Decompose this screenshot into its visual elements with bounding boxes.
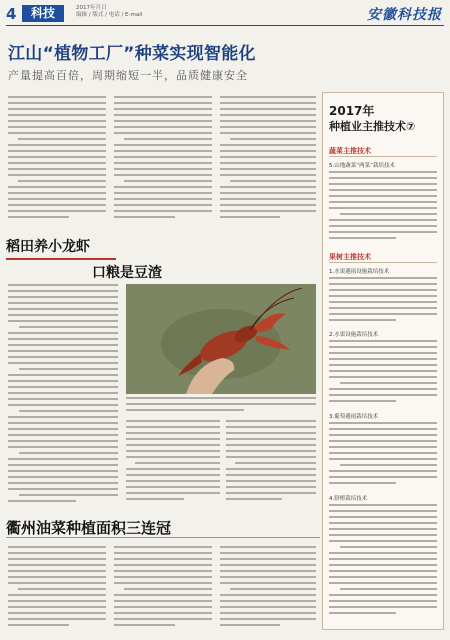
text-line: [340, 382, 437, 384]
sidebar-text-block: [329, 171, 437, 243]
text-line: [230, 138, 316, 140]
page-number: 4: [6, 5, 17, 23]
text-line: [329, 171, 437, 173]
text-line: [329, 207, 437, 209]
text-line: [220, 156, 316, 158]
text-line: [8, 290, 118, 292]
text-line: [329, 237, 396, 239]
text-line: [340, 588, 437, 590]
text-line: [329, 277, 437, 279]
text-line: [220, 162, 316, 164]
text-line: [226, 468, 316, 470]
text-line: [329, 510, 437, 512]
text-line: [220, 216, 280, 218]
text-line: [329, 606, 437, 608]
text-line: [114, 558, 212, 560]
text-line: [329, 504, 437, 506]
feature1-col-2: [126, 420, 220, 506]
text-line: [329, 528, 437, 530]
text-line: [8, 488, 118, 490]
text-line: [8, 174, 106, 176]
text-line: [114, 204, 212, 206]
text-line: [329, 440, 437, 442]
text-line: [220, 120, 316, 122]
text-line: [8, 570, 106, 572]
text-line: [126, 480, 220, 482]
text-line: [329, 364, 437, 366]
text-line: [8, 434, 118, 436]
text-line: [8, 564, 106, 566]
text-line: [8, 582, 106, 584]
text-line: [114, 174, 212, 176]
text-line: [8, 606, 106, 608]
text-line: [8, 446, 118, 448]
text-line: [329, 470, 437, 472]
issue-date: 2017年月日: [76, 5, 107, 11]
text-line: [220, 204, 316, 206]
text-line: [329, 289, 437, 291]
sidebar-text-block: [329, 422, 437, 488]
text-line: [329, 594, 437, 596]
text-line: [114, 126, 212, 128]
text-line: [126, 444, 220, 446]
text-line: [8, 470, 118, 472]
text-line: [329, 283, 437, 285]
text-line: [329, 225, 437, 227]
text-line: [329, 295, 437, 297]
text-line: [8, 552, 106, 554]
text-line: [8, 132, 106, 134]
text-line: [126, 492, 220, 494]
text-line: [114, 216, 175, 218]
text-line: [8, 126, 106, 128]
text-line: [114, 168, 212, 170]
text-line: [329, 452, 437, 454]
text-line: [220, 150, 316, 152]
text-line: [114, 612, 212, 614]
text-line: [220, 210, 316, 212]
text-line: [8, 168, 106, 170]
text-line: [8, 422, 118, 424]
sidebar-year: 2017年: [329, 104, 375, 118]
text-line: [8, 618, 106, 620]
text-line: [8, 464, 118, 466]
issue-info: [76, 5, 306, 18]
text-line: [8, 482, 118, 484]
text-line: [8, 500, 76, 502]
feature2-col-2: [114, 546, 212, 632]
crayfish-photo: [126, 284, 316, 394]
text-line: [8, 210, 106, 212]
text-line: [329, 552, 437, 554]
text-line: [114, 198, 212, 200]
sidebar-item: 1.水果避雨设施栽培技术: [329, 269, 390, 275]
text-line: [114, 108, 212, 110]
text-line: [8, 546, 106, 548]
text-line: [220, 618, 316, 620]
text-line: [8, 374, 118, 376]
text-line: [126, 474, 220, 476]
text-line: [226, 426, 316, 428]
feature-headline-line-1: 稻田养小龙虾: [6, 239, 90, 255]
text-line: [8, 476, 118, 478]
text-line: [8, 296, 118, 298]
text-line: [8, 108, 106, 110]
photo-caption: [126, 397, 316, 415]
text-line: [8, 150, 106, 152]
sidebar-text-block: [329, 340, 437, 406]
text-line: [329, 231, 437, 233]
text-line: [8, 558, 106, 560]
text-line: [8, 416, 118, 418]
text-line: [329, 600, 437, 602]
crayfish-illustration: [126, 284, 316, 394]
text-line: [220, 600, 316, 602]
text-line: [114, 156, 212, 158]
text-line: [8, 458, 118, 460]
text-line: [329, 352, 437, 354]
feature2-col-3: [220, 546, 316, 632]
text-line: [8, 440, 118, 442]
text-line: [135, 462, 220, 464]
text-line: [329, 516, 437, 518]
text-line: [114, 564, 212, 566]
text-line: [124, 180, 212, 182]
text-line: [226, 492, 316, 494]
text-line: [8, 404, 118, 406]
text-line: [126, 450, 220, 452]
text-line: [220, 168, 316, 170]
text-line: [114, 618, 212, 620]
text-line: [329, 201, 437, 203]
text-line: [8, 144, 106, 146]
text-line: [114, 102, 212, 104]
text-line: [18, 180, 106, 182]
text-line: [8, 392, 118, 394]
text-line: [126, 403, 316, 405]
text-line: [226, 444, 316, 446]
text-line: [329, 612, 396, 614]
text-line: [220, 144, 316, 146]
feature2-headline: 衢州油菜种植面积三连冠: [6, 519, 172, 537]
issue-editor: 编辑 / 版式 / 电话 / E-mail: [76, 11, 143, 18]
text-line: [329, 376, 437, 378]
sidebar-item: 4.脐橙栽培技术: [329, 496, 368, 502]
text-line: [220, 102, 316, 104]
text-line: [126, 397, 316, 399]
text-line: [329, 183, 437, 185]
text-line: [220, 132, 316, 134]
text-line: [8, 314, 118, 316]
text-line: [220, 594, 316, 596]
text-line: [126, 438, 220, 440]
text-line: [114, 150, 212, 152]
text-line: [220, 564, 316, 566]
text-line: [8, 96, 106, 98]
text-line: [126, 432, 220, 434]
text-line: [220, 558, 316, 560]
text-line: [18, 588, 106, 590]
text-line: [114, 114, 212, 116]
text-line: [8, 120, 106, 122]
text-line: [220, 126, 316, 128]
text-line: [8, 576, 106, 578]
text-line: [8, 344, 118, 346]
text-line: [220, 96, 316, 98]
text-line: [226, 480, 316, 482]
text-line: [329, 434, 437, 436]
text-line: [19, 452, 118, 454]
text-line: [114, 624, 175, 626]
text-line: [19, 410, 118, 412]
text-line: [226, 456, 316, 458]
text-line: [124, 138, 212, 140]
masthead: 安徽科技报: [367, 7, 442, 23]
text-line: [220, 198, 316, 200]
text-line: [329, 370, 437, 372]
text-line: [8, 162, 106, 164]
text-line: [8, 600, 106, 602]
sidebar-text-block: [329, 504, 437, 622]
text-line: [329, 340, 437, 342]
text-line: [226, 450, 316, 452]
text-line: [19, 326, 118, 328]
main-article-col-3: [220, 96, 316, 226]
text-line: [124, 588, 212, 590]
text-line: [226, 420, 316, 422]
text-line: [329, 189, 437, 191]
text-line: [114, 552, 212, 554]
text-line: [114, 162, 212, 164]
text-line: [8, 398, 118, 400]
text-line: [8, 428, 118, 430]
text-line: [8, 216, 69, 218]
feature2-rule: [6, 537, 320, 538]
feature2-col-1: [8, 546, 106, 632]
text-line: [329, 576, 437, 578]
sidebar-heading-rule: [329, 156, 437, 157]
text-line: [8, 362, 118, 364]
text-line: [114, 546, 212, 548]
main-subheadline: 产量提高百倍，周期缩短一半，品质健康安全: [8, 69, 248, 82]
text-line: [329, 301, 437, 303]
text-line: [8, 308, 118, 310]
sidebar-text-block: [329, 277, 437, 325]
feature-headline-rule: [6, 258, 116, 260]
text-line: [8, 624, 69, 626]
text-line: [329, 346, 437, 348]
text-line: [329, 428, 437, 430]
sidebar-item: 5.山地蔬菜“两菜”栽培技术: [329, 163, 395, 169]
text-line: [8, 320, 118, 322]
text-line: [8, 114, 106, 116]
text-line: [226, 486, 316, 488]
text-line: [8, 612, 106, 614]
text-line: [8, 350, 118, 352]
sidebar-title: 种植业主推技术⑦: [329, 120, 416, 133]
text-line: [220, 192, 316, 194]
text-line: [329, 522, 437, 524]
text-line: [329, 219, 437, 221]
text-line: [329, 319, 396, 321]
sidebar-heading-fruit: 果树主推技术: [329, 253, 371, 261]
text-line: [220, 546, 316, 548]
text-line: [8, 302, 118, 304]
text-line: [220, 576, 316, 578]
text-line: [8, 332, 118, 334]
text-line: [114, 570, 212, 572]
text-line: [329, 358, 437, 360]
text-line: [220, 624, 280, 626]
text-line: [329, 540, 437, 542]
text-line: [114, 582, 212, 584]
text-line: [329, 476, 437, 478]
text-line: [114, 600, 212, 602]
sidebar-item: 3.葡萄避雨栽培技术: [329, 414, 379, 420]
text-line: [220, 570, 316, 572]
header-rule: [6, 25, 444, 26]
text-line: [226, 474, 316, 476]
text-line: [126, 486, 220, 488]
feature1-col-3: [226, 420, 316, 506]
text-line: [220, 174, 316, 176]
text-line: [126, 468, 220, 470]
text-line: [114, 132, 212, 134]
text-line: [329, 558, 437, 560]
text-line: [329, 564, 437, 566]
text-line: [8, 356, 118, 358]
text-line: [220, 108, 316, 110]
text-line: [329, 582, 437, 584]
text-line: [329, 195, 437, 197]
feature1-col-1: [8, 284, 118, 506]
text-line: [114, 120, 212, 122]
text-line: [329, 388, 437, 390]
text-line: [340, 546, 437, 548]
sidebar-heading-vegetables: 蔬菜主推技术: [329, 147, 371, 155]
text-line: [329, 446, 437, 448]
text-line: [329, 534, 437, 536]
text-line: [329, 400, 396, 402]
text-line: [8, 192, 106, 194]
text-line: [226, 498, 282, 500]
text-line: [220, 552, 316, 554]
text-line: [8, 186, 106, 188]
text-line: [235, 462, 316, 464]
text-line: [8, 594, 106, 596]
text-line: [8, 204, 106, 206]
text-line: [114, 210, 212, 212]
text-line: [329, 307, 437, 309]
text-line: [220, 582, 316, 584]
sidebar-heading-rule: [329, 262, 437, 263]
text-line: [126, 426, 220, 428]
text-line: [114, 594, 212, 596]
text-line: [340, 213, 437, 215]
text-line: [329, 394, 437, 396]
text-line: [230, 180, 316, 182]
text-line: [8, 380, 118, 382]
sidebar-item: 2.水果设施栽培技术: [329, 332, 379, 338]
text-line: [8, 386, 118, 388]
section-label: 科技: [22, 5, 64, 22]
text-line: [126, 498, 184, 500]
text-line: [114, 144, 212, 146]
text-line: [126, 456, 220, 458]
text-line: [8, 198, 106, 200]
text-line: [114, 576, 212, 578]
text-line: [329, 482, 396, 484]
text-line: [329, 313, 437, 315]
text-line: [114, 192, 212, 194]
text-line: [220, 186, 316, 188]
text-line: [220, 606, 316, 608]
text-line: [19, 494, 118, 496]
text-line: [18, 138, 106, 140]
text-line: [226, 438, 316, 440]
feature-headline-line-2: 口粮是豆渣: [92, 265, 162, 281]
text-line: [126, 420, 220, 422]
text-line: [329, 570, 437, 572]
text-line: [8, 102, 106, 104]
main-article-col-2: [114, 96, 212, 226]
text-line: [226, 432, 316, 434]
main-article-col-1: [8, 96, 106, 226]
text-line: [19, 368, 118, 370]
text-line: [329, 458, 437, 460]
main-headline: 江山“植物工厂”种菜实现智能化: [8, 44, 256, 64]
text-line: [8, 156, 106, 158]
text-line: [8, 284, 118, 286]
text-line: [220, 114, 316, 116]
text-line: [8, 338, 118, 340]
text-line: [230, 588, 316, 590]
text-line: [220, 612, 316, 614]
text-line: [340, 464, 437, 466]
text-line: [329, 422, 437, 424]
text-line: [114, 96, 212, 98]
text-line: [329, 177, 437, 179]
text-line: [114, 186, 212, 188]
text-line: [114, 606, 212, 608]
text-line: [126, 409, 244, 411]
